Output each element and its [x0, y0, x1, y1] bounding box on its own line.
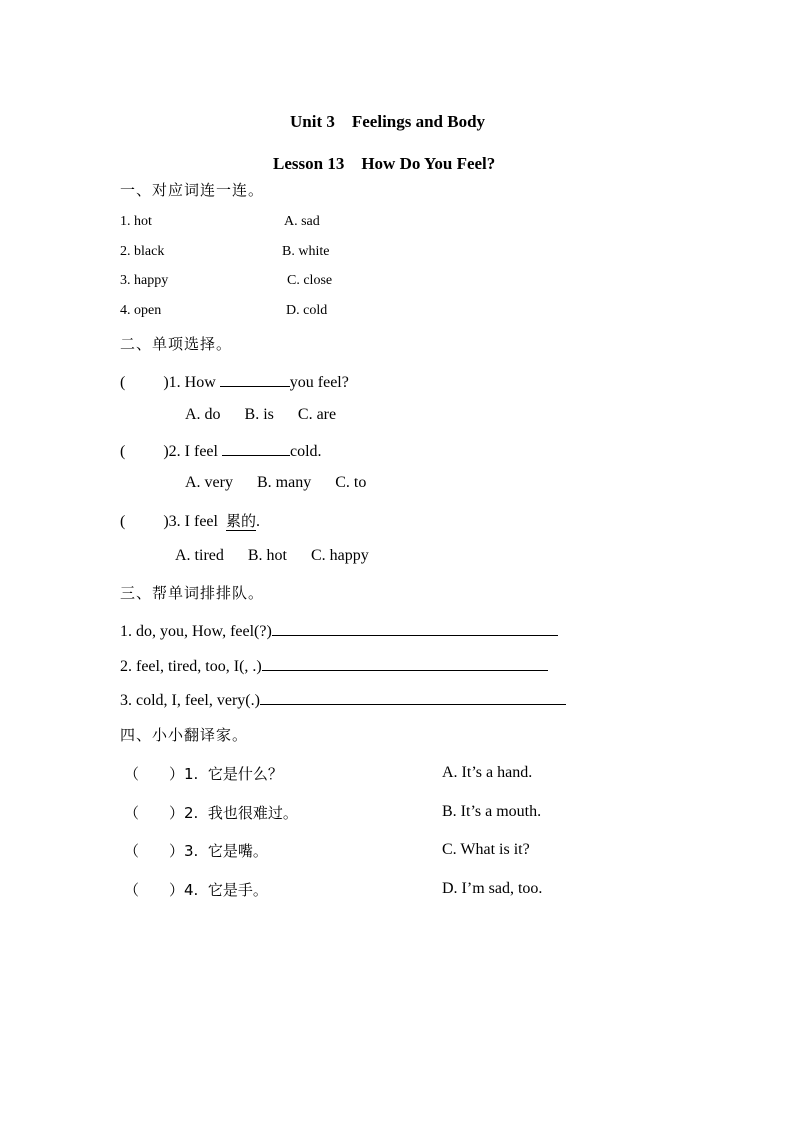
translate-item-2 [124, 802, 298, 823]
translate-bracket: （ ）2. [124, 804, 199, 822]
reorder-words: 3. cold, I, feel, very(.) [120, 692, 260, 709]
translate-english-1: A. It’s a hand. [442, 764, 533, 781]
question-tail: . [255, 513, 260, 530]
match-left-1: 1. hot [120, 214, 152, 229]
match-right-2: B. white [282, 244, 330, 259]
question-bracket: ( [120, 513, 126, 530]
translate-chinese: 我也很难过。 [207, 804, 298, 822]
question-1 [120, 371, 349, 392]
reorder-item-3 [120, 689, 566, 710]
question-3-options: A. tired B. hot C. happy [175, 547, 369, 564]
question-3 [120, 510, 260, 531]
question-bracket: ( [120, 374, 126, 391]
reorder-words: 2. feel, tired, too, I(, .) [120, 658, 262, 675]
lesson-title: Lesson 13 How Do You Feel? [273, 154, 496, 173]
question-stem: )2. I feel [163, 443, 218, 460]
reorder-item-1 [120, 620, 558, 641]
section-4-heading: 四、小小翻译家。 [120, 726, 249, 744]
question-tail: you feel? [289, 374, 349, 391]
match-right-3: C. close [287, 273, 333, 288]
match-left-2: 2. black [120, 244, 165, 259]
answer-blank[interactable] [220, 371, 290, 387]
match-right-4: D. cold [286, 303, 328, 318]
translate-english-2: B. It’s a mouth. [442, 803, 542, 820]
match-right-1: A. sad [284, 214, 320, 229]
question-stem: )1. How [163, 374, 216, 391]
question-tail: cold. [289, 443, 322, 460]
reorder-words: 1. do, you, How, feel(?) [120, 623, 272, 640]
translate-chinese: 它是嘴。 [207, 842, 268, 860]
underlined-word: 累的 [225, 512, 256, 530]
section-2-heading: 二、单项选择。 [120, 335, 233, 353]
section-1-heading: 一、对应词连一连。 [120, 181, 265, 199]
answer-line[interactable] [272, 620, 558, 636]
match-left-4: 4. open [120, 303, 162, 318]
question-1-options: A. do B. is C. are [185, 406, 337, 423]
question-2 [120, 440, 322, 461]
translate-bracket: （ ）1. [124, 765, 199, 783]
translate-item-4 [124, 879, 268, 900]
answer-line[interactable] [262, 655, 548, 671]
translate-english-4: D. I’m sad, too. [442, 880, 543, 897]
translate-bracket: （ ）3. [124, 842, 199, 860]
unit-title: Unit 3 Feelings and Body [290, 112, 486, 131]
translate-item-3 [124, 840, 268, 861]
translate-english-3: C. What is it? [442, 841, 530, 858]
question-2-options: A. very B. many C. to [185, 474, 367, 491]
translate-chinese: 它是什么？ [207, 765, 283, 783]
answer-blank[interactable] [222, 440, 290, 456]
match-left-3: 3. happy [120, 273, 169, 288]
answer-line[interactable] [260, 689, 566, 705]
translate-item-1 [124, 763, 283, 784]
translate-bracket: （ ）4. [124, 881, 199, 899]
question-stem: )3. I feel [163, 513, 218, 530]
question-bracket: ( [120, 443, 126, 460]
translate-chinese: 它是手。 [207, 881, 268, 899]
reorder-item-2 [120, 655, 548, 676]
section-3-heading: 三、帮单词排排队。 [120, 584, 265, 602]
